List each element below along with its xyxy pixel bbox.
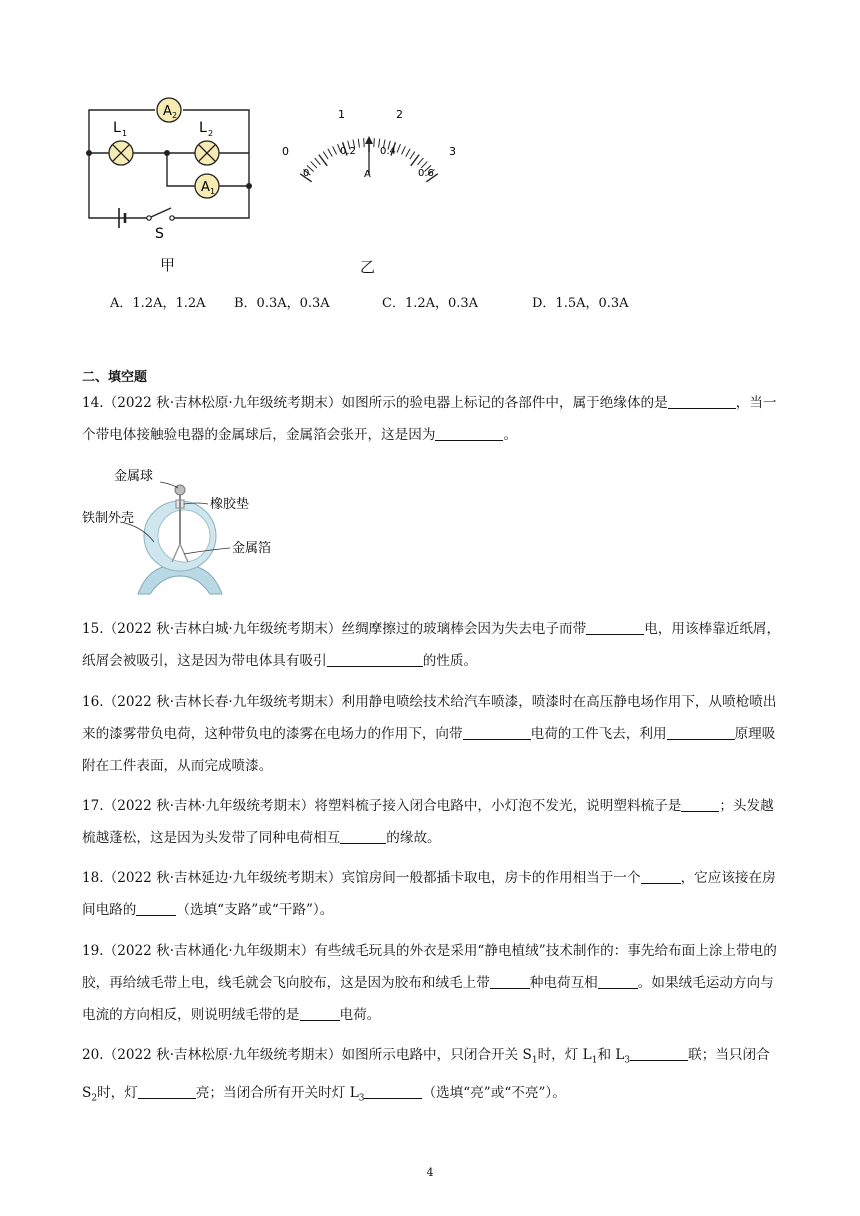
dial-tick: [311, 162, 317, 168]
q18-blank-1[interactable]: [641, 869, 681, 884]
q19-blank-1[interactable]: [490, 974, 530, 989]
dial-tick: [410, 152, 415, 160]
label-metal-foil: 金属箔: [232, 541, 272, 556]
dial-tick: [406, 149, 410, 157]
top-scale-3: 3: [449, 145, 456, 158]
q19-blank-3[interactable]: [300, 1006, 340, 1021]
question-18: 18.（2022 秋·吉林延边·九年级统考期末）宾馆房间一般都插卡取电，房卡的作用相当于一个 ，它应该接在房间电路的 （选填“支路”或“干路”）。: [82, 870, 776, 918]
question-16: 16.（2022 秋·吉林长春·九年级统考期末）利用静电喷绘技术给汽车喷漆，喷漆时在高压静电场作用下，从喷枪喷出来的漆雾带负电荷，这种带负电的漆雾在电场力的作用下，向带 电荷的工件飞去，利用 原理吸附在工件表面，从而完成喷漆。: [82, 694, 777, 774]
q16-blank-1[interactable]: [463, 725, 531, 740]
svg-text:A: A: [201, 180, 210, 195]
question-17: 17.（2022 秋·吉林·九年级统考期末）将塑料梳子接入闭合电路中，小灯泡不发光，说明塑料梳子是 ；头发越梳越蓬松，这是因为头发带了同种电荷相互 的缘故。: [82, 798, 774, 846]
svg-text:A: A: [163, 104, 172, 119]
dial-tick: [358, 139, 359, 148]
q20-blank-3[interactable]: [364, 1084, 422, 1099]
ammeter-dial: [278, 102, 468, 187]
page-number: 4: [426, 1166, 434, 1179]
q15-blank-1[interactable]: [586, 620, 644, 635]
dial-tick: [328, 149, 332, 157]
q14-blank-2[interactable]: [435, 426, 503, 441]
lamp-l1-icon: [109, 120, 133, 165]
option-d[interactable]: D．1.5A，0.3A: [532, 296, 629, 311]
section-title: 二、填空题: [82, 370, 148, 385]
label-metal-ball: 金属球: [114, 469, 154, 484]
dial-tick: [315, 158, 321, 165]
bottom-scale-2: 0.4: [380, 146, 396, 157]
option-a[interactable]: A．1.2A，1.2A: [110, 296, 206, 311]
dial-tick: [401, 146, 405, 154]
svg-text:S: S: [155, 226, 164, 240]
circuit-diagram: [75, 90, 265, 240]
lamp-l2-icon: [195, 120, 219, 165]
dial-tick: [333, 146, 337, 154]
question-14: 14.（2022 秋·吉林松原·九年级统考期末）如图所示的验电器上标记的各部件中，属于绝缘体的是 ，当一个带电体接触验电器的金属球后，金属箔会张开，这是因为 。: [82, 395, 777, 443]
svg-text:1: 1: [210, 187, 216, 196]
bottom-scale-1: 0.2: [340, 146, 356, 157]
q20-blank-2[interactable]: [138, 1084, 196, 1099]
dial-tick: [418, 158, 424, 165]
q16-blank-2[interactable]: [667, 725, 735, 740]
figure-caption-yi: 乙: [360, 258, 376, 276]
question-15: 15.（2022 秋·吉林白城·九年级统考期末）丝绸摩擦过的玻璃棒会因为失去电子而带 电，用该棒靠近纸屑，纸屑会被吸引，这是因为带电体具有吸引 的性质。: [82, 621, 781, 669]
top-scale-0: 0: [282, 145, 289, 158]
question-19: 19.（2022 秋·吉林通化·九年级期末）有些绒毛玩具的外衣是采用“静电植绒”技术制作的：事先给布面上涂上带电的胶，再给绒毛带上电，线毛就会飞向胶布，这是因为胶布和绒毛上带 种电荷互相 。如果绒毛运动方向与电流的方向相反，则说明绒毛带的是 电荷。: [82, 943, 777, 1023]
top-scale-1: 1: [338, 108, 345, 121]
q17-blank-2[interactable]: [340, 829, 386, 844]
svg-text:2: 2: [208, 129, 214, 138]
electroscope-figure: [80, 462, 310, 607]
label-iron-shell: 铁制外壳: [82, 511, 135, 526]
label-rubber-pad: 橡胶垫: [210, 497, 250, 512]
svg-text:L: L: [113, 120, 121, 136]
option-b[interactable]: B．0.3A，0.3A: [234, 296, 330, 311]
svg-text:L: L: [199, 120, 207, 136]
q17-blank-1[interactable]: [681, 797, 719, 812]
svg-text:2: 2: [172, 111, 178, 120]
dial-tick: [323, 152, 328, 160]
q15-blank-2[interactable]: [327, 652, 423, 667]
dial-tick: [397, 144, 400, 152]
q18-blank-2[interactable]: [136, 901, 176, 916]
q20-blank-1[interactable]: [630, 1046, 688, 1061]
bottom-scale-3: 0.6: [418, 168, 434, 179]
dial-tick: [374, 138, 375, 147]
ammeter-a2-icon: [157, 98, 181, 122]
meter-unit: A: [364, 169, 371, 180]
q14-blank-1[interactable]: [668, 394, 736, 409]
svg-text:1: 1: [122, 129, 128, 138]
question-20: 20.（2022 秋·吉林松原·九年级统考期末）如图所示电路中，只闭合开关 $S_1$时，灯 $L_1$和 $L_3$ 联；当只闭合 $S_2$时，灯 亮；当闭合所有开关时灯 $L_3$ （选填“亮”或“不亮”）。: [82, 1047, 770, 1104]
switch-s-icon: [147, 208, 174, 240]
figure-caption-jia: 甲: [160, 256, 176, 274]
top-scale-2: 2: [396, 108, 403, 121]
dial-tick: [364, 138, 365, 147]
ammeter-a1-icon: [195, 174, 219, 198]
option-c[interactable]: C．1.2A，0.3A: [382, 296, 479, 311]
q19-blank-2[interactable]: [598, 974, 638, 989]
bottom-scale-0: 0: [303, 168, 310, 179]
